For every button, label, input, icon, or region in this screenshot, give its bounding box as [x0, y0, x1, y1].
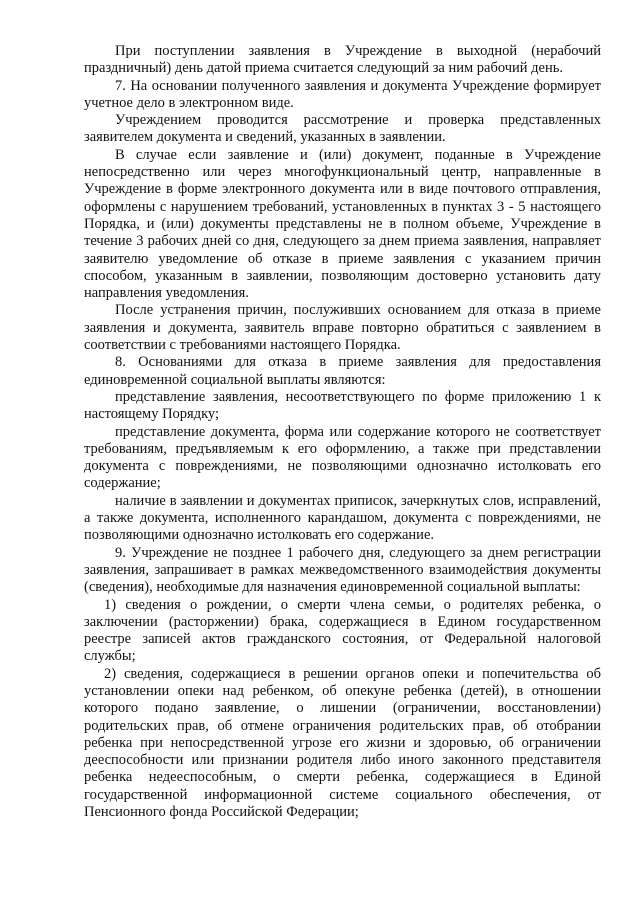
paragraph-review: Учреждением проводится рассмотрение и проверка представленных заявителем документа и сведений, указанных в заявлении. [84, 112, 601, 146]
paragraph-subitem-1: 1) сведения о рождении, о смерти члена семьи, о родителях ребенка, о заключении (расторжении) брака, содержащиеся в Едином государственном реестре записей актов гражданского состояния, от Федеральной налоговой службы; [84, 596, 601, 665]
paragraph-refusal-ground-2: представление документа, форма или содержание которого не соответствует требованиям, предъявляемым к его оформлению, а также при представлении документа с повреждениями, не позволяющими однозначно истолковать его содержание; [84, 423, 601, 492]
paragraph-subitem-2: 2) сведения, содержащиеся в решении органов опеки и попечительства об установлении опеки над ребенком, об опекуне ребенка (детей), в отношении которого подано заявление, о лишении (ограничении, восстановлении) родительских прав, об отмене ограничения родительских прав, об отобрании ребенка при непосредственной угрозе его жизни и здоровью, об ограничении дееспособности или признании родителя либо иного законного представителя ребенка недееспособным, о смерти ребенка, содержащиеся в Единой государственной информационной системе социального обеспечения, от Пенсионного фонда Российской Федерации; [84, 665, 601, 821]
paragraph-weekend-receipt: При поступлении заявления в Учреждение в выходной (нерабочий праздничный) день датой приема считается следующий за ним рабочий день. [84, 43, 601, 77]
paragraph-item-7: 7. На основании полученного заявления и документа Учреждение формирует учетное дело в электронном виде. [84, 77, 601, 111]
paragraph-resubmission: После устранения причин, послуживших основанием для отказа в приеме заявления и документа, заявитель вправе повторно обратиться с заявлением в соответствии с требованиями настоящего Порядка. [84, 302, 601, 354]
paragraph-item-9: 9. Учреждение не позднее 1 рабочего дня, следующего за днем регистрации заявления, запрашивает в рамках межведомственного взаимодействия документы (сведения), необходимые для назначения единовременной социальной выплаты: [84, 544, 601, 596]
paragraph-refusal-ground-1: представление заявления, несоответствующего по форме приложению 1 к настоящему Порядку; [84, 388, 601, 423]
paragraph-item-8: 8. Основаниями для отказа в приеме заявления для предоставления единовременной социальной выплаты являются: [84, 354, 601, 388]
document-page [84, 43, 601, 821]
paragraph-refusal-ground-3: наличие в заявлении и документах приписок, зачеркнутых слов, исправлений, а также документа, исполненного карандашом, документа с повреждениями, не позволяющими однозначно истолковать его содержание. [84, 492, 601, 544]
paragraph-violation-notice: В случае если заявление и (или) документ, поданные в Учреждение непосредственно или через многофункциональный центр, направленные в Учреждение в форме электронного документа или в виде почтового отправления, оформлены с нарушением требований, установленных в пунктах 3 - 5 настоящего Порядка, и (или) документы представлены не в полном объеме, Учреждение в течение 3 рабочих дней со дня, следующего за днем приема заявления, направляет заявителю уведомление об отказе в приеме заявления с указанием причин способом, указанным в заявлении, позволяющим достоверно установить дату направления уведомления. [84, 146, 601, 302]
